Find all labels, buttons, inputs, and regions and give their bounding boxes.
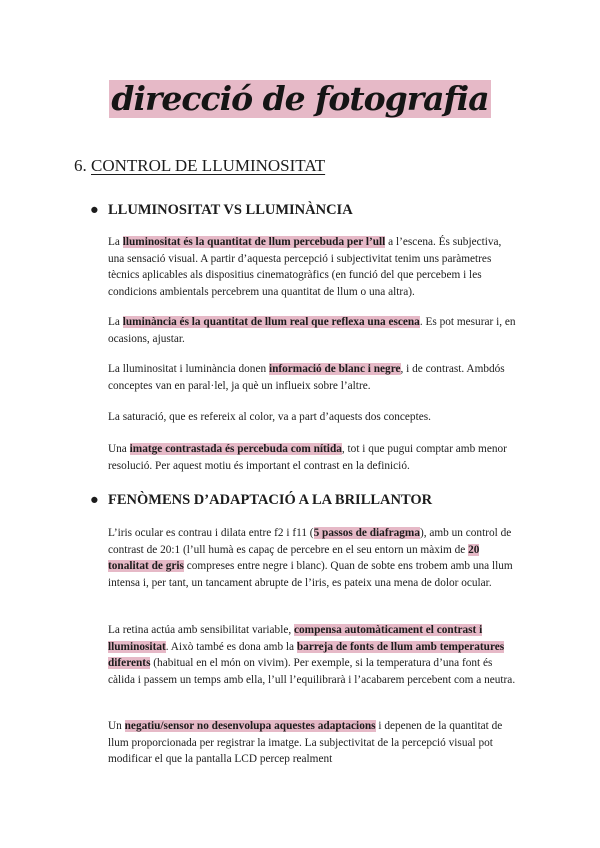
text: a l’escena. És subjectiva, una sensació visual. A partir d’aquesta percepció i subjectivitat tenim uns paràmetres tècnics aplicables als dispositius cinematogràfics (en funció del que percebem i les condicions ambientals percebrem una quantitat de llum o una altra). [108,236,502,298]
subheading-text: LLUMINOSITAT VS LLUMINÀNCIA [108,202,353,218]
highlight: negatiu/sensor no desenvolupa aquestes adaptacions [124,720,376,732]
text: La lluminositat i luminància donen [108,363,269,375]
highlight: imatge contrastada és percebuda com nítida [129,443,342,455]
text: L’iris ocular es contrau i dilata entre f2 i f11 ( [108,527,314,539]
text: La retina actúa amb sensibilitat variable, [108,624,295,636]
text: La saturació, que es refereix al color, va a part d’aquests dos conceptes. [108,411,431,423]
paragraph-negatiu-sensor [108,718,516,768]
text: , i de contrast. Ambdós conceptes van en paral·lel, ja què un influeix sobre l’altre. [108,363,505,392]
highlight: 20 tonalitat de gris [108,543,480,572]
highlight: barreja de fonts de llum amb temperatures diferents [108,640,505,669]
title-container [0,80,600,118]
paragraph-retina [108,622,516,688]
text: La [108,236,123,248]
paragraph-blanc-negre [108,361,516,394]
paragraph-lluminositat [108,234,516,300]
text: . Es pot mesurar i, en ocasions, ajustar. [108,316,516,345]
text: (habitual en el món on vivim). Per exemple, si la temperatura d’una font és càlida i passem un temps amb ella, l’ull l’equilibrarà i l’acabarem percebent com a neutra. [108,657,516,686]
text: . Això també es dona amb la [165,640,297,653]
text: i depenen de la quantitat de llum proporcionada per registrar la imatge. La subjectivitat de la percepció visual pot modificar el que la pantalla LCD percep realment [108,720,503,765]
paragraph-imatge-contrastada [108,441,516,474]
paragraph-iris [108,525,516,591]
text: compreses entre negre i blanc). Quan de sobte ens trobem amb una llum intensa i, per tant, un tancament abrupte de l’iris, es pateix una mena de dolor ocular. [108,560,513,589]
bullet-icon: ● [90,202,99,218]
highlight: 5 passos de diafragma [313,527,420,539]
bullet-icon: ● [90,492,99,508]
subheading-lluminositat [90,201,353,219]
section-title: CONTROL DE LLUMINOSITAT [91,156,326,175]
subheading-fenomens [90,491,432,509]
highlight: informació de blanc i negre [268,363,401,375]
paragraph-luminancia [108,314,516,347]
text: ), amb un control de contrast de 20:1 (l’ull humà es capaç de percebre en el seu entorn un màxim de [108,527,512,556]
text: La [108,316,123,328]
section-number: 6. [74,156,87,175]
text: Una [108,443,130,455]
highlight: lluminositat és la quantitat de llum percebuda per l’ull [122,236,386,248]
document-title: direcció de fotografia [111,79,489,118]
section-heading [74,156,325,176]
subheading-text: FENÒMENS D’ADAPTACIÓ A LA BRILLANTOR [108,492,433,508]
text: Un [108,720,125,732]
highlight: luminància és la quantitat de llum real que reflexa una escena [122,316,420,328]
text: , tot i que pugui comptar amb menor resolució. Per aquest motiu és important el contrast en la definició. [108,443,507,472]
paragraph-saturacio [108,409,516,426]
highlight: compensa automàticament el contrast i lluminositat [108,624,483,653]
